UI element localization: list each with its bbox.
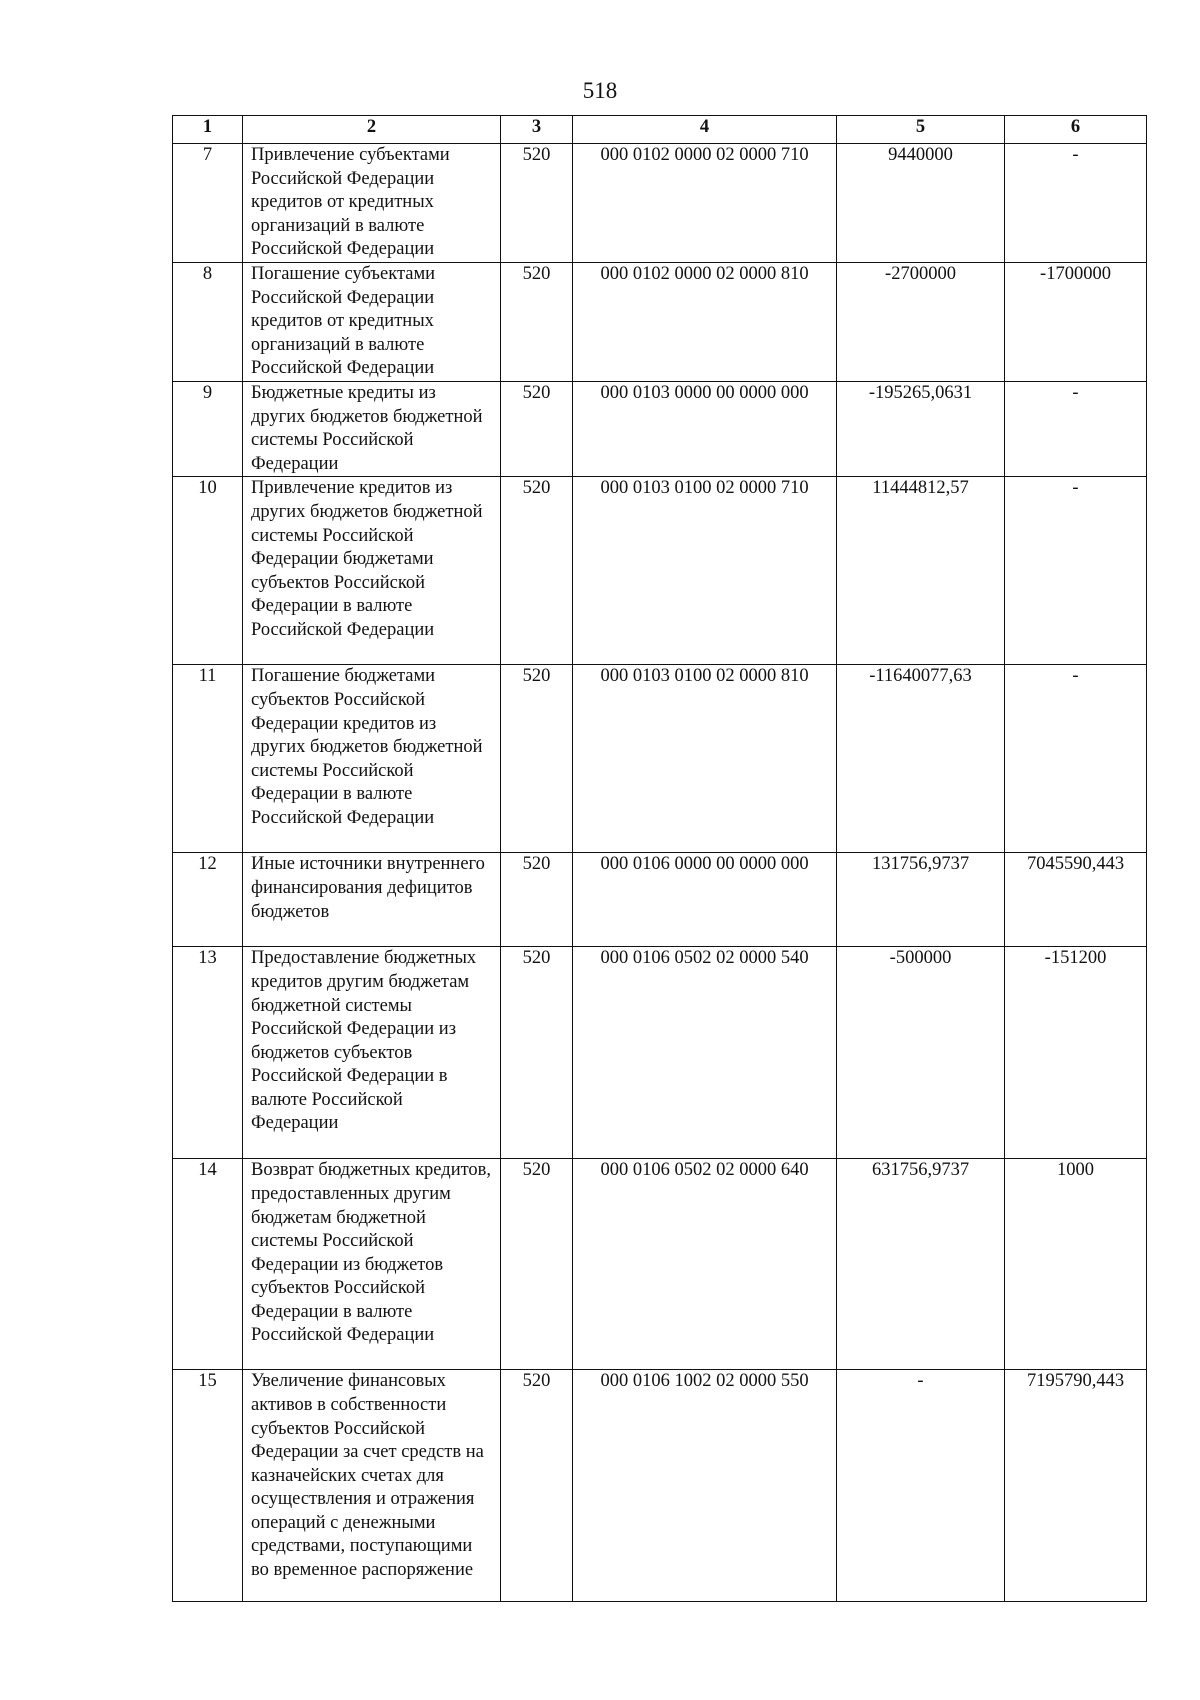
row-admin-code: 520 xyxy=(501,853,573,947)
row-value-col5: 631756,9737 xyxy=(837,1159,1005,1370)
row-name: Иные источники внутреннего финансирования дефицитов бюджетов xyxy=(243,853,501,947)
table-row xyxy=(173,1370,1147,1602)
row-value-col5: 131756,9737 xyxy=(837,853,1005,947)
table-row xyxy=(173,853,1147,947)
row-name: Возврат бюджетных кредитов, предоставленных другим бюджетам бюджетной системы Российской Федерации из бюджетов субъектов Российской Федерации в валюте Российской Федерации xyxy=(243,1159,501,1370)
row-value-col6: -151200 xyxy=(1005,947,1147,1159)
row-value-col5: -500000 xyxy=(837,947,1005,1159)
table-header-row xyxy=(173,116,1147,144)
row-name: Погашение субъектами Российской Федерации кредитов от кредитных организаций в валюте Российской Федерации xyxy=(243,262,501,381)
row-value-col6: 1000 xyxy=(1005,1159,1147,1370)
sources-financing-table xyxy=(172,115,1147,1602)
row-admin-code: 520 xyxy=(501,144,573,263)
row-budget-code: 000 0102 0000 02 0000 710 xyxy=(573,144,837,263)
row-name: Погашение бюджетами субъектов Российской Федерации кредитов из других бюджетов бюджетной системы Российской Федерации в валюте Российской Федерации xyxy=(243,665,501,853)
table-row xyxy=(173,144,1147,263)
row-name: Привлечение кредитов из других бюджетов бюджетной системы Российской Федерации бюджетами субъектов Российской Федерации в валюте Российской Федерации xyxy=(243,477,501,665)
row-admin-code: 520 xyxy=(501,1370,573,1602)
table-row xyxy=(173,947,1147,1159)
row-number: 14 xyxy=(173,1159,243,1370)
row-number: 11 xyxy=(173,665,243,853)
table-row xyxy=(173,477,1147,665)
row-number: 9 xyxy=(173,381,243,476)
row-name: Увеличение финансовых активов в собственности субъектов Российской Федерации за счет средств на казначейских счетах для осуществления и отражения операций с денежными средствами, поступающими во временное распоряжение xyxy=(243,1370,501,1602)
row-number: 15 xyxy=(173,1370,243,1602)
row-admin-code: 520 xyxy=(501,381,573,476)
row-admin-code: 520 xyxy=(501,477,573,665)
row-number: 12 xyxy=(173,853,243,947)
row-value-col6: 7045590,443 xyxy=(1005,853,1147,947)
row-value-col6: - xyxy=(1005,477,1147,665)
row-budget-code: 000 0106 0502 02 0000 640 xyxy=(573,1159,837,1370)
row-value-col5: -2700000 xyxy=(837,262,1005,381)
row-number: 8 xyxy=(173,262,243,381)
row-number: 7 xyxy=(173,144,243,263)
row-value-col5: -195265,0631 xyxy=(837,381,1005,476)
header-col-6: 6 xyxy=(1005,116,1147,144)
row-admin-code: 520 xyxy=(501,1159,573,1370)
header-col-4: 4 xyxy=(573,116,837,144)
row-number: 10 xyxy=(173,477,243,665)
row-name: Предоставление бюджетных кредитов другим бюджетам бюджетной системы Российской Федерации из бюджетов субъектов Российской Федерации в валюте Российской Федерации xyxy=(243,947,501,1159)
row-budget-code: 000 0103 0100 02 0000 810 xyxy=(573,665,837,853)
row-admin-code: 520 xyxy=(501,947,573,1159)
row-number: 13 xyxy=(173,947,243,1159)
row-budget-code: 000 0106 0502 02 0000 540 xyxy=(573,947,837,1159)
row-name: Привлечение субъектами Российской Федерации кредитов от кредитных организаций в валюте Российской Федерации xyxy=(243,144,501,263)
row-value-col5: -11640077,63 xyxy=(837,665,1005,853)
table-row xyxy=(173,381,1147,476)
row-name: Бюджетные кредиты из других бюджетов бюджетной системы Российской Федерации xyxy=(243,381,501,476)
header-col-5: 5 xyxy=(837,116,1005,144)
row-value-col6: - xyxy=(1005,665,1147,853)
row-admin-code: 520 xyxy=(501,665,573,853)
header-col-3: 3 xyxy=(501,116,573,144)
row-budget-code: 000 0106 1002 02 0000 550 xyxy=(573,1370,837,1602)
header-col-2: 2 xyxy=(243,116,501,144)
row-budget-code: 000 0103 0000 00 0000 000 xyxy=(573,381,837,476)
page-number: 518 xyxy=(582,78,618,103)
row-budget-code: 000 0102 0000 02 0000 810 xyxy=(573,262,837,381)
table-row xyxy=(173,262,1147,381)
header-col-1: 1 xyxy=(173,116,243,144)
row-value-col6: - xyxy=(1005,144,1147,263)
row-value-col6: 7195790,443 xyxy=(1005,1370,1147,1602)
row-value-col6: - xyxy=(1005,381,1147,476)
row-budget-code: 000 0106 0000 00 0000 000 xyxy=(573,853,837,947)
row-admin-code: 520 xyxy=(501,262,573,381)
row-value-col5: - xyxy=(837,1370,1005,1602)
table-row xyxy=(173,665,1147,853)
row-value-col6: -1700000 xyxy=(1005,262,1147,381)
row-value-col5: 9440000 xyxy=(837,144,1005,263)
table-row xyxy=(173,1159,1147,1370)
row-value-col5: 11444812,57 xyxy=(837,477,1005,665)
row-budget-code: 000 0103 0100 02 0000 710 xyxy=(573,477,837,665)
